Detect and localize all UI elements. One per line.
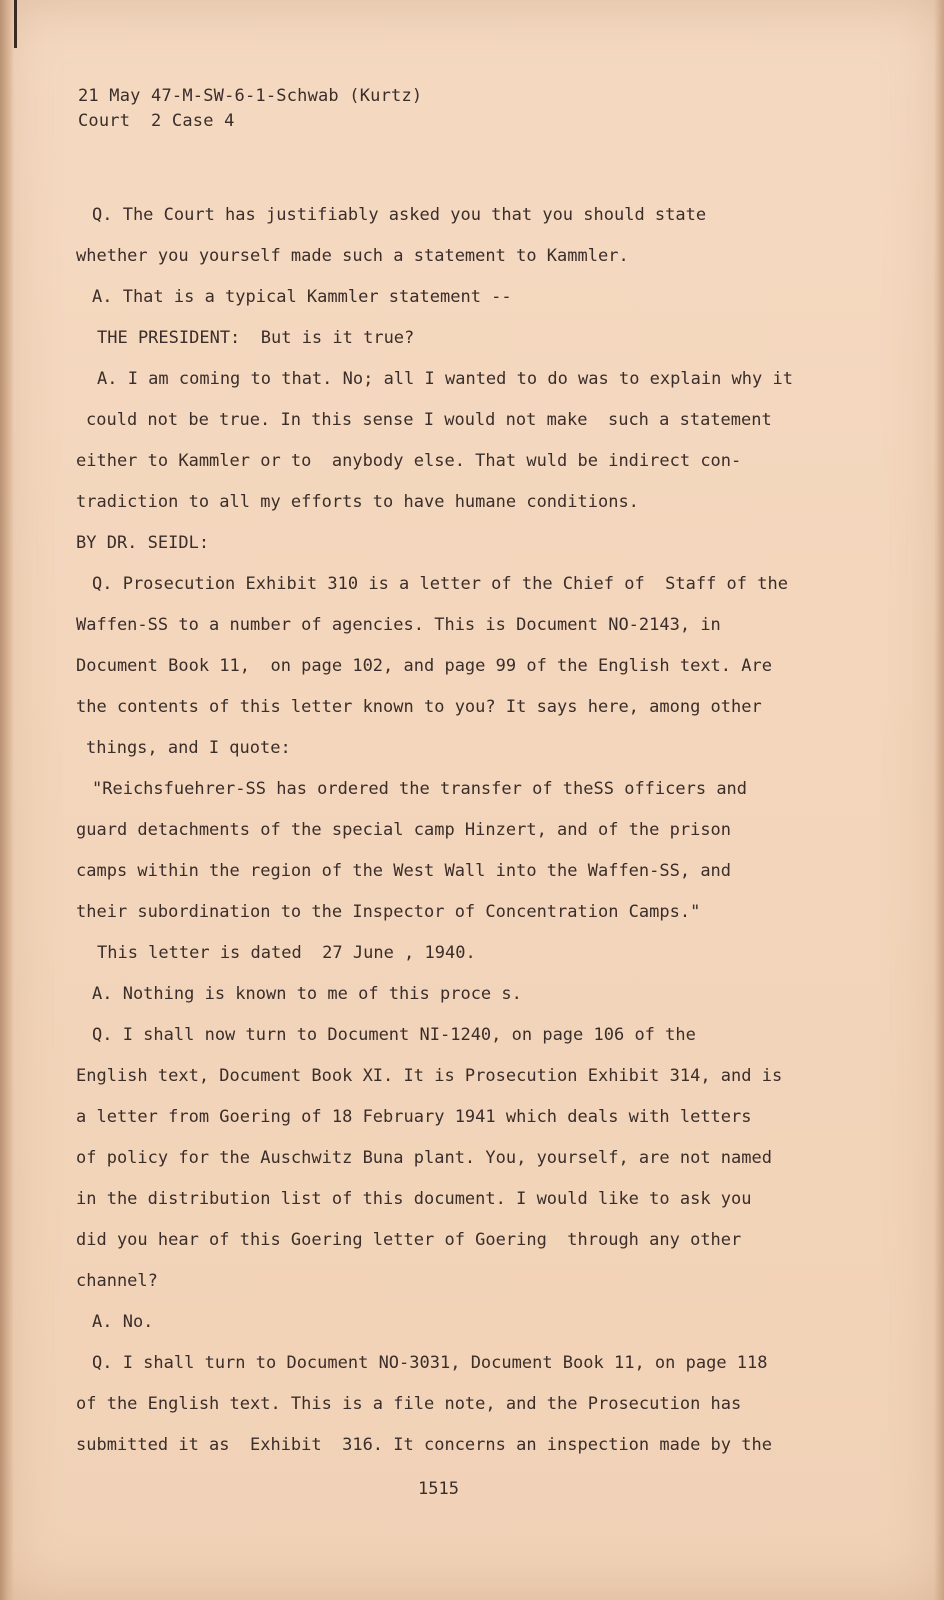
text-line: A. That is a typical Kammler statement -- xyxy=(92,287,512,307)
text-line: could not be true. In this sense I would not make such a statement xyxy=(86,410,772,430)
text-line: submitted it as Exhibit 316. It concerns an inspection made by the xyxy=(76,1435,772,1455)
text-line: A. I am coming to that. No; all I wanted to do was to explain why it xyxy=(97,369,793,389)
text-line: guard detachments of the special camp Hinzert, and of the prison xyxy=(76,820,732,840)
text-line: did you hear of this Goering letter of Goering through any other xyxy=(76,1230,742,1250)
text-line: tradiction to all my efforts to have humane conditions. xyxy=(76,492,639,512)
page-number: 1515 xyxy=(418,1479,459,1499)
text-line: things, and I quote: xyxy=(86,738,291,758)
text-line: the contents of this letter known to you? It says here, among other xyxy=(76,697,762,717)
text-line: Q. The Court has justifiably asked you that you should state xyxy=(92,205,707,225)
ink-mark xyxy=(14,0,23,48)
header-line-2: Court 2 Case 4 xyxy=(78,111,235,131)
text-line: Document Book 11, on page 102, and page 99 of the English text. Are xyxy=(76,656,772,676)
text-line: A. No. xyxy=(92,1312,154,1332)
text-line: THE PRESIDENT: But is it true? xyxy=(97,328,415,348)
text-line: Q. I shall turn to Document NO-3031, Document Book 11, on page 118 xyxy=(92,1353,768,1373)
text-line: BY DR. SEIDL: xyxy=(76,533,210,553)
text-line: their subordination to the Inspector of Concentration Camps." xyxy=(76,902,701,922)
text-line: English text, Document Book XI. It is Prosecution Exhibit 314, and is xyxy=(76,1066,783,1086)
text-line: either to Kammler or to anybody else. That wuld be indirect con- xyxy=(76,451,742,471)
paper-right-edge xyxy=(934,0,944,1600)
text-line: camps within the region of the West Wall into the Waffen-SS, and xyxy=(76,861,732,881)
paper-left-edge xyxy=(0,0,14,1600)
text-line: Waffen-SS to a number of agencies. This is Document NO-2143, in xyxy=(76,615,721,635)
text-line: a letter from Goering of 18 February 1941 which deals with letters xyxy=(76,1107,752,1127)
document-header xyxy=(78,84,422,134)
text-line: of policy for the Auschwitz Buna plant. You, yourself, are not named xyxy=(76,1148,772,1168)
text-line: This letter is dated 27 June , 1940. xyxy=(97,943,476,963)
text-line: in the distribution list of this document. I would like to ask you xyxy=(76,1189,752,1209)
text-line: Q. I shall now turn to Document NI-1240, on page 106 of the xyxy=(92,1025,696,1045)
text-line: whether you yourself made such a statement to Kammler. xyxy=(76,246,629,266)
text-line: of the English text. This is a file note, and the Prosecution has xyxy=(76,1394,742,1414)
text-line: Q. Prosecution Exhibit 310 is a letter of the Chief of Staff of the xyxy=(92,574,788,594)
text-line: A. Nothing is known to me of this proce s. xyxy=(92,984,522,1004)
text-line: channel? xyxy=(76,1271,158,1291)
header-line-1: 21 May 47-M-SW-6-1-Schwab (Kurtz) xyxy=(78,86,423,106)
text-line: "Reichsfuehrer-SS has ordered the transfer of theSS officers and xyxy=(92,779,748,799)
